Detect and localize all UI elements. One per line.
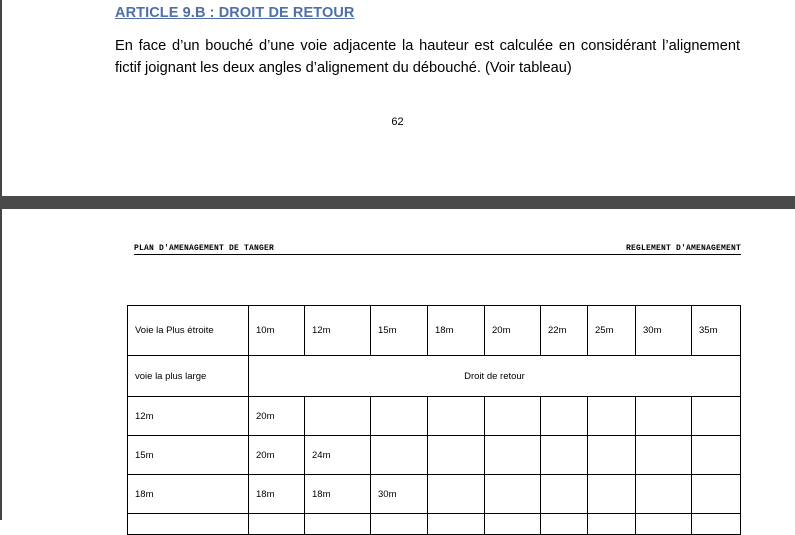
- article-paragraph: En face d’un bouché d’une voie adjacente la hauteur est calculée en considérant l’alignement fictif joignant les deux angles d’alignement du débouché. (Voir tableau): [115, 38, 740, 76]
- table-row: [128, 475, 741, 514]
- table-cell: [588, 514, 636, 535]
- column-header: 25m: [588, 306, 636, 356]
- column-header: 30m: [636, 306, 692, 356]
- table-cell: [128, 514, 249, 535]
- table-cell: [541, 475, 588, 514]
- page-number: 62: [391, 116, 404, 128]
- table-cell: [692, 514, 741, 535]
- table-cell: [692, 475, 741, 514]
- table-cell: [249, 514, 305, 535]
- table-cell: [485, 475, 541, 514]
- table-cell: 24m: [305, 436, 371, 475]
- column-header: 10m: [249, 306, 305, 356]
- column-header: 20m: [485, 306, 541, 356]
- table-cell: [588, 475, 636, 514]
- table-cell: [428, 436, 485, 475]
- table-cell: 18m: [249, 475, 305, 514]
- row-header-label: Voie la Plus étroite: [128, 306, 249, 356]
- table-cell: [692, 436, 741, 475]
- column-header: 35m: [692, 306, 741, 356]
- table-cell: [541, 514, 588, 535]
- table-cell: [428, 514, 485, 535]
- table-cell: [588, 397, 636, 436]
- table-cell: [485, 397, 541, 436]
- column-header: 15m: [371, 306, 428, 356]
- table-cell: [485, 514, 541, 535]
- row-label: 18m: [128, 475, 249, 514]
- table-row-cutoff: [128, 514, 741, 535]
- column-header: 18m: [428, 306, 485, 356]
- table-cell: [636, 436, 692, 475]
- table-header-row: [128, 306, 741, 356]
- table-cell: [305, 397, 371, 436]
- article-heading: ARTICLE 9.B : DROIT DE RETOUR: [115, 5, 355, 21]
- page-separator: [0, 196, 795, 209]
- row-label: 15m: [128, 436, 249, 475]
- document-header-left: PLAN D'AMENAGEMENT DE TANGER: [134, 244, 275, 253]
- table-cell: 20m: [249, 397, 305, 436]
- document-page-top: [0, 0, 795, 196]
- table-cell: 30m: [371, 475, 428, 514]
- document-header-right: REGLEMENT D'AMENAGEMENT: [625, 244, 741, 253]
- droit-de-retour-table: [127, 305, 741, 535]
- table-cell: 18m: [305, 475, 371, 514]
- subheader-label: voie la plus large: [128, 356, 249, 397]
- table-cell: [485, 436, 541, 475]
- table-cell: [541, 397, 588, 436]
- table-cell: [305, 514, 371, 535]
- table-cell: 20m: [249, 436, 305, 475]
- table-subheader-row: [128, 356, 741, 397]
- table-cell: [692, 397, 741, 436]
- droit-de-retour-merged-cell: Droit de retour: [249, 356, 741, 397]
- table-cell: [371, 397, 428, 436]
- table-cell: [636, 514, 692, 535]
- row-label: 12m: [128, 397, 249, 436]
- table-row: [128, 436, 741, 475]
- header-rule: [134, 254, 741, 255]
- column-header: 12m: [305, 306, 371, 356]
- table-cell: [636, 397, 692, 436]
- table-cell: [636, 475, 692, 514]
- table-row: [128, 397, 741, 436]
- table-cell: [371, 436, 428, 475]
- table-cell: [428, 475, 485, 514]
- table-cell: [428, 397, 485, 436]
- table-cell: [541, 436, 588, 475]
- table-cell: [371, 514, 428, 535]
- column-header: 22m: [541, 306, 588, 356]
- table-cell: [588, 436, 636, 475]
